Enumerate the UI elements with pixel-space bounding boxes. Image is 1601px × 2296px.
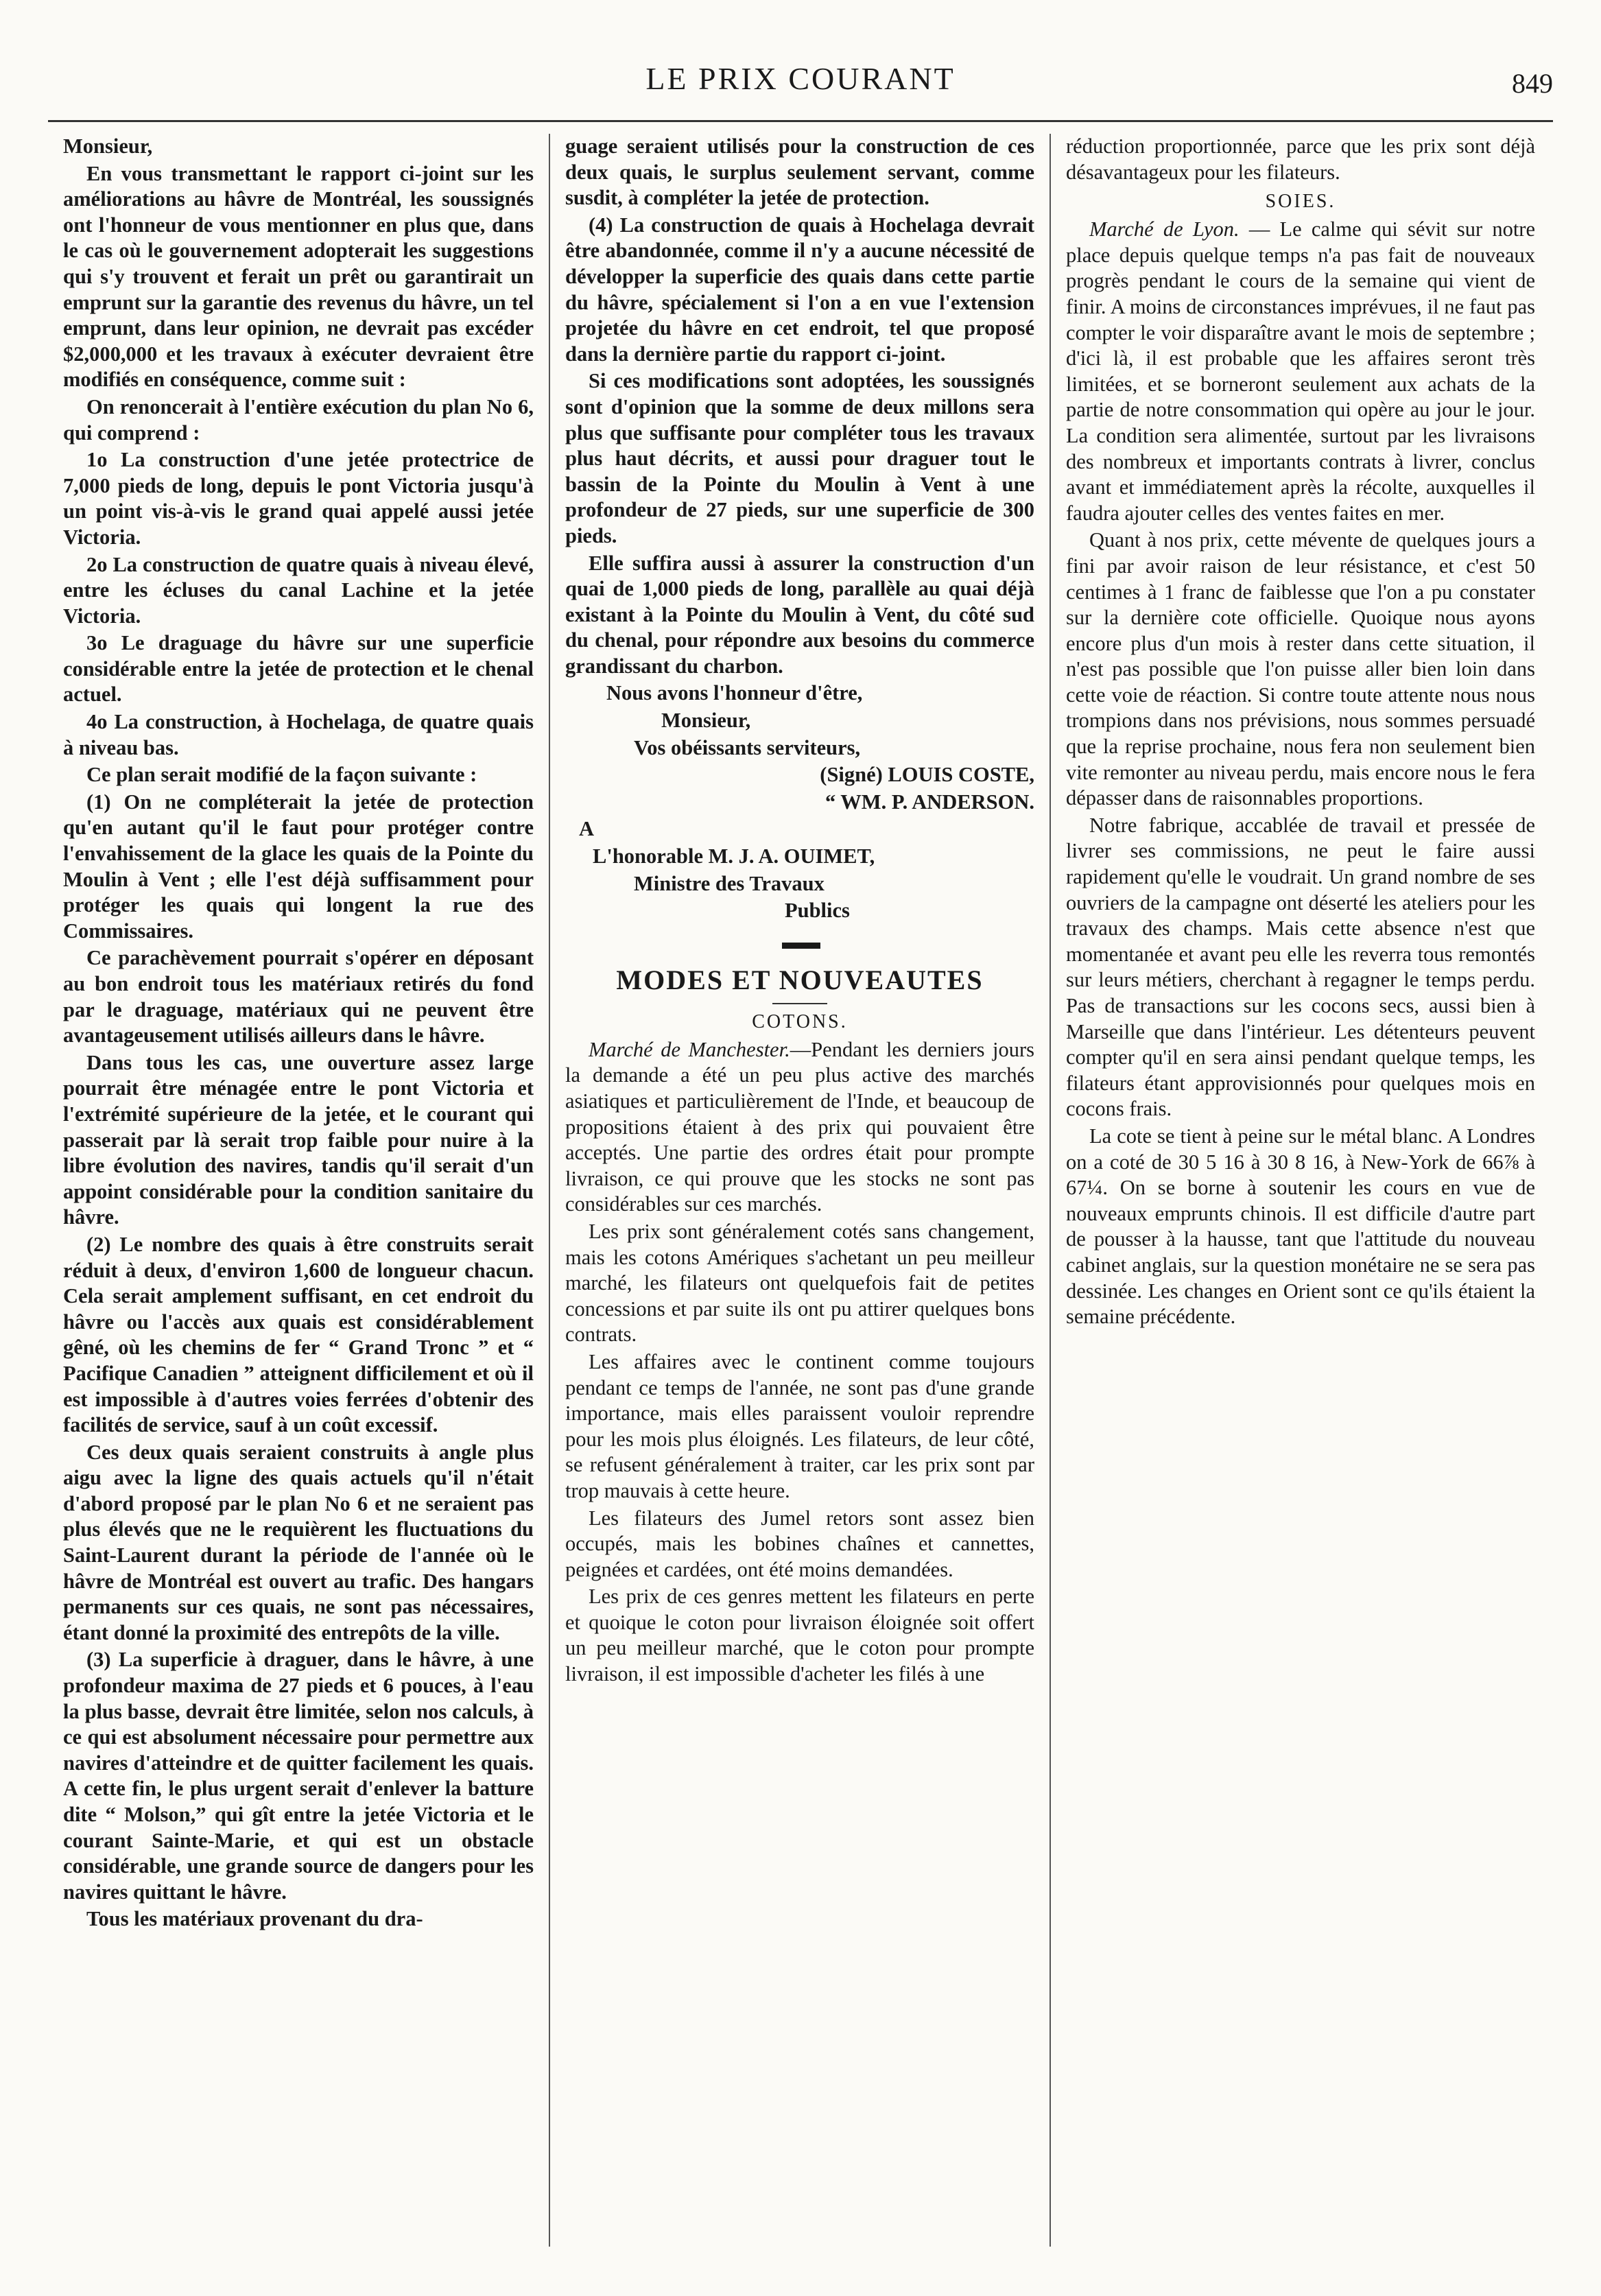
ornament-divider: ▬▬: [782, 930, 818, 954]
paragraph: Les filateurs des Jumel retors sont assez bien occupés, mais les bobines chaînes et cannettes, peignées et cardées, ont été moins demandées.: [565, 1506, 1034, 1581]
paragraph: (4) La construction de quais à Hochelaga devrait être abandonnée, comme il n'y a aucune nécessité de développer la superficie des quais dans cette partie du hâvre, spécialement si l'on a en vue l'extension projetée du hâvre en cet endroit, tel que proposé dans la dernière partie du rapport ci-joint.: [565, 213, 1034, 366]
salutation: Monsieur,: [63, 134, 153, 158]
paragraph: Ces deux quais seraient construits à angle plus aigu avec la ligne des quais actuels qu'il n'était d'abord proposé par le plan No 6 et ne seraient pas plus élevés que ne le requièrent les fluctuations du Saint-Laurent durant la période de l'année où le hâvre de Montréal est ouvert au trafic. Des hangars permanents sur ces quais, ne sont pas nécessaires, étant donné la proximité des entrepôts de la ville.: [63, 1440, 534, 1644]
addressee-label: A: [579, 817, 595, 841]
signature: (Signé) LOUIS COSTE,: [820, 763, 1034, 787]
divider: [772, 1003, 827, 1004]
paragraph: — Le calme qui sévit sur notre place depuis quelque temps n'a pas fait de nouveaux progrès pendant le cours de la semaine qui vient de finir. A moins de circonstances imprévues, il ne faut pas compter le voir disparaître avant le mois de septembre ; d'ici là, il est probable que les affaires seront très limitées, et se borneront seulement aux achats de la partie de notre consommation qui opère au jour le jour. La condition sera alimentée, surtout par les livraisons des nombreux et importants contrats à livrer, conclus avant et immédiatement après la récolte, auxquelles il faudra ajouter celles des ventes faites en mer.: [1066, 217, 1535, 525]
paragraph: 2o La construction de quatre quais à niveau élevé, entre les écluses du canal Lachine et la jetée Victoria.: [63, 552, 534, 628]
paragraph: 4o La construction, à Hochelaga, de quatre quais à niveau bas.: [63, 710, 534, 759]
market-label: Marché de Manchester.: [589, 1037, 790, 1061]
letter-closing: Vos obéissants serviteurs,: [634, 735, 861, 759]
paragraph: Les prix sont généralement cotés sans changement, mais les cotons Amériques s'achetant un peu meilleur marché, les filateurs ont quelquefois fait de petites concessions et par suite ils ont pu attirer quelques bons contrats.: [565, 1219, 1034, 1347]
signature: “ WM. P. ANDERSON.: [825, 790, 1034, 814]
paragraph: En vous transmettant le rapport ci-joint sur les améliorations au hâvre de Montréal, les soussignés ont l'honneur de vous mentionner en plus que, dans le cas où le gouvernement adopterait les suggestions qui s'y trouvent et ferait un prêt ou garantirait un emprunt sur la garantie des revenus du hâvre, un tel emprunt, dans leur opinion, ne devrait pas excéder $2,000,000 et les travaux à exécuter devraient être modifiés en conséquence, comme suit :: [63, 161, 534, 392]
paragraph: Quant à nos prix, cette mévente de quelques jours a fini par avoir raison de leur résistance, et c'est 50 centimes à 1 franc de faiblesse que l'on a pu constater sur la dernière cote officielle. Quoique nous ayons encore plus d'un mois à rester dans cette situation, il n'est pas possible que l'on puisse aller bien loin dans cette voie de réaction. Si contre toute attente nous nous trompions dans nos prévisions, nous sommes persuadé que la reprise prochaine, nous fera non seulement bien vite remonter au niveau perdu, mais encore nous le fera dépasser dans de raisonnables proportions.: [1066, 528, 1535, 810]
page-header: [41, 54, 1560, 115]
letter-closing: Nous avons l'honneur d'être,: [606, 681, 863, 705]
subheading: COTONS.: [752, 1010, 848, 1032]
paragraph: Notre fabrique, accablée de travail et pressée de livrer ses commissions, ne peut le faire aussi rapidement qu'elle le voudrait. Un grand nombre de ses ouvriers de la campagne ont déserté les ateliers pour les travaux des champs. Mais cette absence n'est que momentanée et avant peu elle les reverra tous remontés sur leurs métiers, cherchant à regagner le temps perdu. Pas de transactions sur les cocons secs, aussi bien à Marseille que dans l'intérieur. Les détenteurs peuvent compter qu'il en sera ainsi pendant quelque temps, les filateurs étant approvisionnés pour quelques mois en cocons frais.: [1066, 813, 1535, 1121]
subheading: SOIES.: [1265, 191, 1336, 213]
addressee: L'honorable M. J. A. OUIMET,: [593, 844, 875, 868]
section-title: MODES ET NOUVEAUTES: [616, 964, 984, 995]
paragraph: 3o Le draguage du hâvre sur une superficie considérable entre la jetée de protection et le chenal actuel.: [63, 631, 534, 707]
column-1: [48, 134, 549, 2247]
paragraph: On renoncerait à l'entière exécution du plan No 6, qui comprend :: [63, 394, 534, 445]
paragraph: Les affaires avec le continent comme toujours pendant ce temps de l'année, ne sont pas d'une grande importance, mais elles paraissent vouloir reprendre pour les mois plus éloignés. Les filateurs, de leur côté, se refusent généralement à traiter, car les prix sont par trop mauvais à cette heure.: [565, 1349, 1034, 1502]
paragraph: La cote se tient à peine sur le métal blanc. A Londres on a coté de 30 5 16 à 30 8 16, à New-York de 66⅞ à 67¼. On se borne à soutenir les cours en vue de nouveaux emprunts chinois. Il est difficile d'autre part de pousser à la hausse, tant que l'attitude du nouveau cabinet anglais, sur la question monétaire ne se sera pas dessinée. Les changes en Orient sont ce qu'ils étaient la semaine précédente.: [1066, 1124, 1535, 1329]
paragraph: (1) On ne compléterait la jetée de protection qu'en autant qu'il le faut pour protéger contre l'envahissement de la glace les quais de la Pointe du Moulin à Vent ; elle l'est déjà suffisamment pour protéger les quais qui longent la rue des Commissaires.: [63, 790, 534, 943]
paragraph: Tous les matériaux provenant du dra-: [86, 1907, 423, 1931]
addressee: Publics: [785, 899, 850, 923]
paragraph: Ce parachèvement pourrait s'opérer en déposant au bon endroit tous les matériaux retirés du fond par le draguage, matériaux qui ne peuvent être avantageusement utilisés ailleurs dans le hâvre.: [63, 946, 534, 1048]
paragraph: Ce plan serait modifié de la façon suivante :: [86, 763, 477, 787]
paragraph: —Pendant les derniers jours la demande a été un peu plus active des marchés asiatiques et particulièrement de l'Inde, et beaucoup de propositions étaient à des prix qui pouvaient être acceptés. Une partie des ordres était pour prompte livraison, ce qui prouve que les stocks ne sont pas considérables sur ces marchés.: [565, 1037, 1035, 1216]
page-number: 849: [1512, 68, 1553, 99]
paragraph: (2) Le nombre des quais à être construits serait réduit à deux, d'environ 1,600 de longueur chacun. Cela serait amplement suffisant, en cet endroit du hâvre ou l'accès aux quais est considérablement gêné, où les chemins de fer “ Grand Tronc ” et “ Pacifique Canadien ” atteignent difficilement et où il est impossible à d'autres voies ferrées d'obtenir des facilités de service, sauf à un coût excessif.: [63, 1232, 534, 1437]
paragraph: réduction proportionnée, parce que les prix sont déjà désavantageux pour les filateurs.: [1066, 134, 1535, 184]
paragraph: Les prix de ces genres mettent les filateurs en perte et quoique le coton pour livraison éloignée soit offert un peu meilleur marché, que le coton pour prompte livraison, il est impossible d'acheter les filés à une: [565, 1585, 1034, 1686]
column-2: [549, 134, 1049, 2247]
running-title: LE PRIX COURANT: [645, 61, 956, 96]
paragraph: Dans tous les cas, une ouverture assez large pourrait être ménagée entre le pont Victoria et l'extrémité supérieure de la jetée, et le courant qui passerait par là serait trop faible pour nuire à la libre évolution des navires, tandis qu'il serait d'un appoint considérable pour la condition sanitaire du hâvre.: [63, 1050, 534, 1229]
column-3: [1049, 134, 1550, 2247]
letter-closing: Monsieur,: [661, 709, 751, 733]
paragraph: guage seraient utilisés pour la construction de ces deux quais, le surplus seulement servant, comme susdit, à compléter la jetée de protection.: [565, 134, 1034, 210]
paragraph: (3) La superficie à draguer, dans le hâvre, à une profondeur maxima de 27 pieds et 6 pouces, à l'eau la plus basse, devrait être limitée, selon nos calculs, à ce qui est absolument nécessaire pour permettre aux navires d'atteindre et de quitter facilement les quais. A cette fin, le plus urgent serait d'enlever la batture dite “ Molson,” qui gît entre la jetée Victoria et le courant Sainte-Marie, et qui est un obstacle considérable, une grande source de dangers pour les navires quittant le hâvre.: [63, 1648, 534, 1904]
article-columns: [48, 134, 1550, 2247]
paragraph: Elle suffira aussi à assurer la construction d'un quai de 1,000 pieds de long, parallèle au quai déjà existant à la Pointe du Moulin à Vent, du côté sud du chenal, pour répondre aux besoins du commerce grandissant du charbon.: [565, 551, 1034, 678]
market-label: Marché de Lyon.: [1089, 217, 1240, 241]
paragraph: Si ces modifications sont adoptées, les soussignés sont d'opinion que la somme de deux millons sera plus que suffisante pour compléter tous les travaux plus haut décrits, et aussi pour draguer tout le bassin de la Pointe du Moulin à Vent à une profondeur de 27 pieds, sur une superficie de 300 pieds.: [565, 369, 1034, 547]
paragraph: 1o La construction d'une jetée protectrice de 7,000 pieds de long, depuis le pont Victoria jusqu'à un point vis-à-vis le grand quai appelé aussi jetée Victoria.: [63, 448, 534, 549]
header-rule: [48, 120, 1553, 122]
addressee: Ministre des Travaux: [634, 871, 825, 895]
